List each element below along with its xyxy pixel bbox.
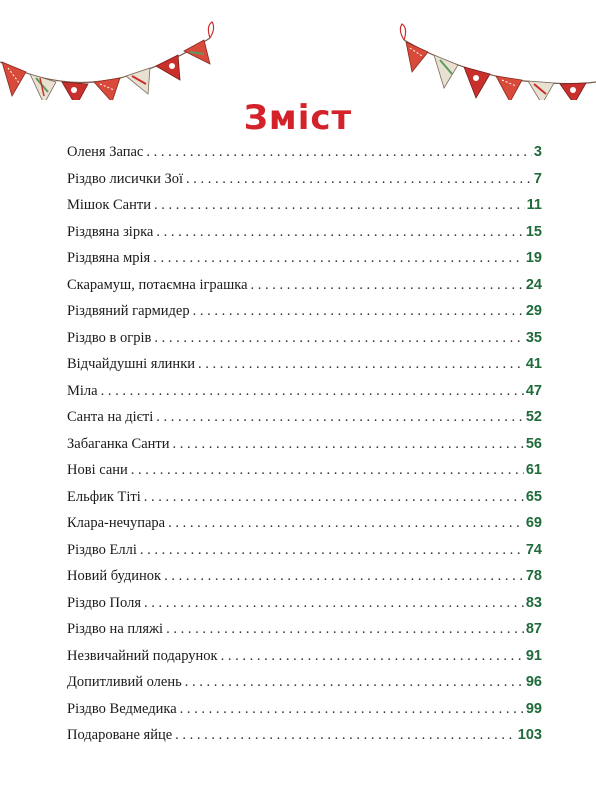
toc-dot-leader [154, 325, 524, 352]
toc-entry[interactable] [67, 616, 542, 643]
toc-dot-leader [144, 484, 524, 511]
pennant [496, 76, 522, 100]
toc-dot-leader [166, 616, 524, 643]
toc-entry-page-number: 103 [517, 727, 542, 743]
toc-entry[interactable] [67, 351, 542, 378]
toc-entry[interactable] [67, 431, 542, 458]
toc-entry-page-number: 74 [525, 541, 542, 558]
toc-entry[interactable] [67, 537, 542, 564]
toc-dot-leader [164, 563, 524, 590]
toc-entry[interactable] [67, 245, 542, 272]
toc-entry-page-number: 99 [525, 700, 542, 717]
toc-entry-title: Незвичайний подарунок [67, 647, 218, 664]
toc-entry-page-number: 11 [526, 197, 542, 213]
toc-entry-title: Мішок Санти [67, 197, 151, 213]
toc-entry-title: Різдво в огрів [67, 329, 152, 346]
table-of-contents [67, 139, 542, 749]
toc-entry-title: Забаганка Санти [67, 435, 170, 452]
toc-entry[interactable] [67, 590, 542, 617]
toc-entry-page-number: 29 [525, 303, 542, 319]
toc-entry-page-number: 52 [525, 409, 542, 425]
toc-dot-leader [186, 166, 532, 193]
toc-dot-leader [185, 669, 524, 696]
pennant [2, 62, 26, 96]
toc-entry-title: Різдво Ведмедика [67, 700, 177, 717]
toc-entry-page-number: 15 [525, 223, 542, 240]
toc-entry-title: Подароване яйце [67, 727, 173, 743]
bunting-garland-right-icon [396, 0, 596, 100]
toc-dot-leader [173, 431, 524, 458]
toc-entry-title: Міла [67, 382, 98, 399]
toc-entry-page-number: 78 [525, 568, 542, 584]
toc-entry[interactable] [67, 404, 542, 431]
toc-entry[interactable] [67, 298, 542, 325]
toc-entry[interactable] [67, 325, 542, 352]
pennant [30, 74, 56, 100]
toc-dot-leader [156, 219, 524, 246]
bunting-garland-left-icon [0, 0, 230, 100]
toc-entry-title: Різдво Еллі [67, 541, 137, 558]
toc-entry[interactable] [67, 696, 542, 723]
toc-dot-leader [168, 510, 524, 537]
toc-dot-leader [146, 139, 532, 166]
toc-entry[interactable] [67, 510, 542, 537]
toc-entry-title: Нові сани [67, 462, 128, 478]
toc-dot-leader [131, 457, 524, 484]
toc-entry-page-number: 65 [525, 488, 542, 505]
toc-entry[interactable] [67, 139, 542, 166]
pennant [434, 55, 458, 88]
page-title: Зміст [243, 98, 353, 138]
toc-entry-title: Оленя Запас [67, 144, 144, 160]
toc-dot-leader [175, 722, 516, 749]
toc-entry[interactable] [67, 643, 542, 670]
toc-dot-leader [153, 245, 524, 272]
toc-entry-page-number: 41 [525, 356, 542, 372]
toc-dot-leader [221, 643, 524, 670]
toc-entry-page-number: 3 [533, 144, 542, 160]
pennant [156, 55, 180, 80]
toc-dot-leader [101, 378, 524, 405]
toc-dot-leader [144, 590, 524, 617]
toc-entry-title: Новий будинок [67, 568, 162, 584]
toc-entry[interactable] [67, 484, 542, 511]
pennant [126, 68, 150, 94]
toc-dot-leader [198, 351, 524, 378]
toc-entry-title: Скарамуш, потаємна іграшка [67, 276, 248, 293]
toc-entry-title: Різдво Поля [67, 594, 141, 611]
toc-entry-page-number: 24 [525, 276, 542, 293]
toc-dot-leader [180, 696, 524, 723]
toc-dot-leader [156, 404, 524, 431]
toc-entry-page-number: 96 [525, 674, 542, 690]
toc-entry-page-number: 91 [525, 647, 542, 664]
toc-entry-page-number: 61 [525, 462, 542, 478]
toc-entry[interactable] [67, 272, 542, 299]
toc-entry-title: Різдво на пляжі [67, 621, 164, 637]
toc-entry-title: Допитливий олень [67, 674, 182, 690]
toc-entry[interactable] [67, 563, 542, 590]
toc-entry-title: Санта на дієті [67, 409, 154, 425]
toc-dot-leader [193, 298, 524, 325]
toc-entry[interactable] [67, 378, 542, 405]
toc-entry-title: Різдво лисички Зої [67, 170, 184, 187]
toc-entry[interactable] [67, 192, 542, 219]
toc-entry-page-number: 87 [525, 621, 542, 637]
toc-entry-page-number: 83 [525, 594, 542, 611]
toc-dot-leader [154, 192, 525, 219]
toc-entry-page-number: 7 [533, 170, 542, 187]
toc-entry-title: Різдвяна мрія [67, 250, 151, 266]
toc-entry-page-number: 69 [525, 515, 542, 531]
toc-entry-title: Відчайдушні ялинки [67, 356, 196, 372]
toc-dot-leader [140, 537, 524, 564]
pennant [184, 40, 210, 64]
toc-entry-page-number: 56 [525, 435, 542, 452]
toc-entry-title: Різдвяна зірка [67, 223, 154, 240]
toc-entry-title: Різдвяний гармидер [67, 303, 190, 319]
toc-entry-page-number: 35 [525, 329, 542, 346]
toc-entry-title: Клара-нечупара [67, 515, 166, 531]
toc-entry-page-number: 19 [525, 250, 542, 266]
toc-entry-title: Ельфик Тіті [67, 488, 141, 505]
pennant [94, 78, 120, 100]
toc-entry-page-number: 47 [525, 382, 542, 399]
toc-entry[interactable] [67, 722, 542, 749]
toc-entry[interactable] [67, 669, 542, 696]
pennant [464, 67, 490, 98]
toc-entry[interactable] [67, 219, 542, 246]
toc-dot-leader [251, 272, 524, 299]
toc-entry[interactable] [67, 166, 542, 193]
toc-entry[interactable] [67, 457, 542, 484]
